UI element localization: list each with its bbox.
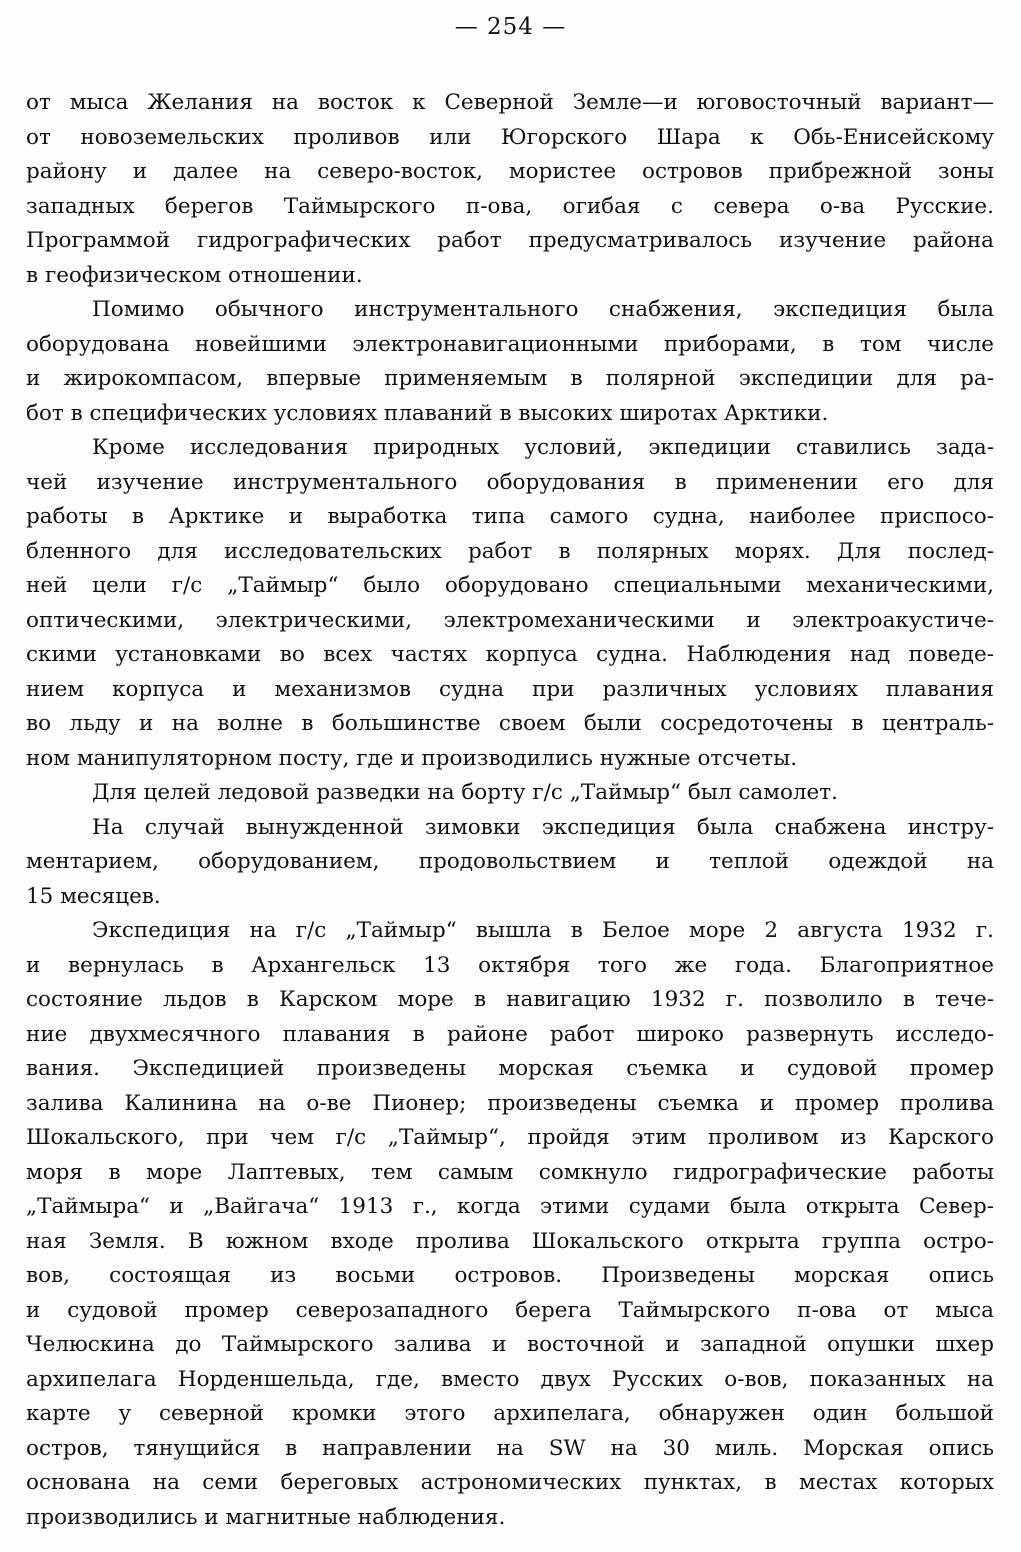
text-line: во льду и на волне в большинстве своем были сосредоточены в централь- [26, 711, 994, 736]
text-line: оптическими, электрическими, электромеханическими и электроакустиче- [26, 607, 994, 633]
text-line: вов, состоящая из восьми островов. Произведены морская опись [26, 1263, 994, 1288]
text-line: архипелага Норденшельда, где, вместо двух Русских о-вов, показанных на [26, 1366, 994, 1392]
text-line: бот в специфических условиях плаваний в высоких широтах Арктики. [26, 400, 829, 426]
text-line: карте у северной кромки этого архипелага, обнаружен один большой [26, 1401, 994, 1426]
text-line: скими установками во всех частях корпуса судна. Наблюдения над поведе- [26, 642, 994, 667]
text-line: ней цели г/с „Таймыр“ было оборудовано специальными механическими, [26, 573, 994, 598]
text-line: району и далее на северо-восток, мористее островов прибрежной зоны [26, 159, 994, 184]
text-line: и жирокомпасом, впервые применяемым в полярной экспедиции для ра- [26, 366, 994, 391]
text-line: производились и магнитные наблюдения. [26, 1504, 506, 1530]
body-text [26, 86, 994, 1535]
text-line: состояние льдов в Карском море в навигацию 1932 г. позволило в тече- [26, 987, 994, 1012]
text-line: основана на семи береговых астрономических пунктах, в местах которых [26, 1470, 994, 1495]
text-line: остров, тянущийся в направлении на SW на 30 миль. Морская опись [26, 1435, 994, 1461]
text-line: бленного для исследовательских работ в полярных морях. Для послед- [26, 538, 994, 564]
text-line: Шокальского, при чем г/с „Таймыр“, пройдя этим проливом из Карского [26, 1125, 994, 1150]
text-line: и судовой промер северозападного берега Таймырского п-ова от мыса [26, 1297, 994, 1323]
text-line: ментарием, оборудованием, продовольствием и теплой одеждой на [26, 849, 994, 874]
text-line: чей изучение инструментального оборудования в применении его для [26, 469, 994, 495]
text-line: 15 месяцев. [26, 883, 161, 909]
text-line: залива Калинина на о-ве Пионер; произведены съемка и промер пролива [26, 1090, 994, 1116]
text-line: в геофизическом отношении. [26, 262, 363, 288]
text-line: Челюскина до Таймырского залива и восточной и западной опушки шхер [26, 1332, 994, 1357]
text-line: Кроме исследования природных условий, экпедиции ставились зада- [92, 435, 994, 460]
text-line: от новоземельских проливов или Югорского Шара к Обь-Енисейскому [26, 124, 994, 150]
text-line: На случай вынужденной зимовки экспедиция была снабжена инстру- [92, 814, 994, 840]
text-line: западных берегов Таймырского п-ова, огибая с севера о-ва Русские. [26, 193, 994, 219]
text-line: от мыса Желания на восток к Северной Земле—и юговосточный вариант— [26, 90, 994, 115]
text-line: вания. Экспедицией произведены морская съемка и судовой промер [26, 1056, 994, 1081]
text-line: моря в море Лаптевых, тем самым сомкнуло гидрографические работы [26, 1159, 994, 1185]
text-line: нием корпуса и механизмов судна при различных условиях плавания [26, 676, 994, 702]
text-line: ном манипуляторном посту, где и производились нужные отсчеты. [26, 745, 798, 771]
text-line: Помимо обычного инструментального снабжения, экспедиция была [92, 297, 994, 322]
text-line: Программой гидрографических работ предусматривалось изучение района [26, 228, 994, 253]
text-line: и вернулась в Архангельск 13 октября того же года. Благоприятное [26, 952, 994, 978]
text-line: Для целей ледовой разведки на борту г/с „Таймыр“ был самолет. [92, 780, 839, 805]
text-line: работы в Арктике и выработка типа самого судна, наиболее приспосо- [26, 504, 994, 529]
text-line: ние двухмесячного плавания в районе работ широко развернуть исследо- [26, 1021, 994, 1047]
text-line: ная Земля. В южном входе пролива Шокальского открыта группа остро- [26, 1228, 994, 1254]
text-line: „Таймыра“ и „Вайгача“ 1913 г., когда этими судами была открыта Север- [26, 1194, 994, 1219]
page-number: — 254 — [454, 14, 567, 40]
text-line: оборудована новейшими электронавигационными приборами, в том числе [26, 331, 994, 357]
text-line: Экспедиция на г/с „Таймыр“ вышла в Белое море 2 августа 1932 г. [92, 918, 994, 943]
